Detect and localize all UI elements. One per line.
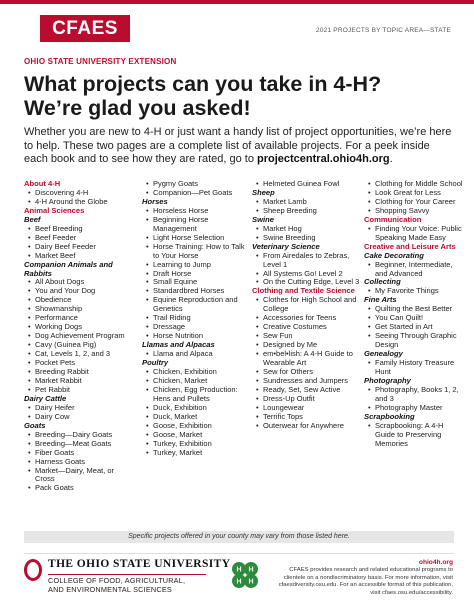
project-name: Companion—Pet Goats	[153, 187, 233, 197]
project-name: Goose, Exhibition	[153, 420, 212, 430]
bullet-icon: •	[28, 402, 31, 412]
category-heading: Communication	[364, 214, 422, 224]
bullet-icon: •	[146, 411, 149, 421]
project-name: Showmanship	[35, 304, 83, 314]
project-name: Dairy Heifer	[35, 402, 75, 412]
project-name: Turkey, Exhibition	[153, 438, 212, 448]
project-name: Horse Training: How to Talk to Your Horse	[153, 241, 245, 260]
college-line-2: AND ENVIRONMENTAL SCIENCES	[48, 584, 172, 594]
project-name: On the Cutting Edge, Level 3	[263, 277, 360, 287]
project-name: Chicken, Egg Production: Hens and Pullets	[153, 384, 238, 403]
project-name: Dairy Cow	[35, 411, 70, 421]
project-column-3	[252, 180, 360, 431]
subcategory-heading: Beef	[24, 214, 41, 224]
bullet-icon: •	[146, 402, 149, 412]
project-name: Sheep Breeding	[263, 205, 317, 215]
project-list-item	[364, 422, 464, 449]
bullet-icon: •	[146, 447, 149, 457]
project-name: Ready, Set, Sew Active	[263, 384, 341, 394]
project-name: Sew for Others	[263, 367, 314, 377]
bullet-icon: •	[368, 286, 371, 296]
project-name: Beginning Horse Management	[153, 214, 209, 233]
bullet-icon: •	[368, 384, 371, 394]
bullet-icon: •	[256, 250, 259, 260]
bullet-icon: •	[146, 429, 149, 439]
subcategory-heading: Swine	[252, 214, 274, 224]
bullet-icon: •	[28, 358, 31, 368]
university-name: THE OHIO STATE UNIVERSITY	[48, 558, 231, 570]
university-underline	[48, 574, 206, 575]
document-category-label: 2021 PROJECTS BY TOPIC AREA—STATE	[316, 27, 451, 34]
bullet-icon: •	[146, 286, 149, 296]
project-name: Sew Fun	[263, 331, 293, 341]
project-name: My Favorite Things	[375, 286, 439, 296]
project-name: Quilting the Best Better	[375, 304, 453, 314]
project-name: Goose, Market	[153, 429, 203, 439]
top-accent-bar	[0, 0, 474, 4]
bullet-icon: •	[256, 393, 259, 403]
bullet-icon: •	[28, 367, 31, 377]
subcategory-heading: Scrapbooking	[364, 411, 415, 421]
project-list-item	[252, 296, 360, 314]
bullet-icon: •	[368, 420, 371, 430]
bullet-icon: •	[368, 196, 371, 206]
svg-text:H: H	[236, 566, 242, 574]
project-name: Accessories for Teens	[263, 313, 337, 323]
block-o-icon	[24, 559, 42, 581]
bullet-icon: •	[146, 322, 149, 332]
project-name: Draft Horse	[153, 268, 192, 278]
project-name: 4-H Around the Globe	[35, 196, 108, 206]
bullet-icon: •	[146, 277, 149, 287]
bullet-icon: •	[146, 420, 149, 430]
bullet-icon: •	[28, 250, 31, 260]
bullet-icon: •	[146, 187, 149, 197]
project-name: Working Dogs	[35, 322, 82, 332]
project-name: Clothing for Your Career	[375, 196, 456, 206]
project-column-2	[142, 180, 248, 458]
bullet-icon: •	[146, 295, 149, 305]
bullet-icon: •	[28, 295, 31, 305]
bullet-icon: •	[146, 179, 149, 188]
bullet-icon: •	[368, 179, 371, 188]
project-list-item	[364, 386, 464, 404]
bullet-icon: •	[256, 367, 259, 377]
project-name: Shopping Savvy	[375, 205, 430, 215]
cfaes-logo: CFAES	[40, 15, 130, 42]
intro-end: .	[389, 153, 393, 165]
project-list-item	[252, 252, 360, 270]
bullet-icon: •	[256, 349, 259, 359]
project-name: Market Rabbit	[35, 375, 82, 385]
bullet-icon: •	[28, 277, 31, 287]
title-line-1: What projects can you take in 4-H?	[24, 72, 382, 96]
bullet-icon: •	[146, 268, 149, 278]
bullet-icon: •	[146, 349, 149, 359]
extension-label: OHIO STATE UNIVERSITY EXTENSION	[24, 57, 177, 66]
project-name: Loungewear	[263, 402, 305, 412]
subcategory-heading: Poultry	[142, 358, 169, 368]
bullet-icon: •	[256, 411, 259, 421]
bullet-icon: •	[28, 187, 31, 197]
category-heading: Clothing and Textile Science	[252, 286, 355, 296]
bullet-icon: •	[146, 241, 149, 251]
project-name: Pet Rabbit	[35, 384, 71, 394]
projectcentral-link[interactable]: projectcentral.ohio4h.org	[257, 153, 390, 165]
subcategory-heading: Llamas and Alpacas	[142, 340, 215, 350]
project-name: Dog Achievement Program	[35, 331, 125, 341]
subcategory-heading: Goats	[24, 420, 46, 430]
project-name: Light Horse Selection	[153, 232, 225, 242]
bullet-icon: •	[256, 313, 259, 323]
bullet-icon: •	[368, 304, 371, 314]
bullet-icon: •	[28, 411, 31, 421]
ohio4h-url[interactable]: ohio4h.org	[418, 559, 453, 566]
project-column-1	[24, 180, 132, 493]
bullet-icon: •	[256, 277, 259, 287]
project-name: Breeding—Dairy Goats	[35, 429, 113, 439]
bullet-icon: •	[28, 313, 31, 323]
project-name: Beginner, Intermediate, and Advanced	[375, 259, 453, 278]
project-name: Obedience	[35, 295, 72, 305]
project-list-item	[142, 216, 248, 234]
disclaimer-bar: Specific projects offered in your county may vary from those listed here.	[24, 531, 454, 543]
project-name: Seeing Through Graphic Design	[375, 331, 457, 350]
category-heading: Creative and Leisure Arts	[364, 241, 456, 251]
subcategory-heading: Horses	[142, 196, 168, 206]
bullet-icon: •	[256, 375, 259, 385]
project-name: Market Beef	[35, 250, 76, 260]
project-name: Horse Nutrition	[153, 331, 204, 341]
project-list-item	[252, 350, 360, 368]
bullet-icon: •	[256, 196, 259, 206]
bullet-icon: •	[28, 196, 31, 206]
project-name: Horseless Horse	[153, 205, 209, 215]
category-heading: Animal Sciences	[24, 205, 85, 215]
project-name: Dress-Up Outfit	[263, 393, 315, 403]
project-list-item	[142, 296, 248, 314]
bullet-icon: •	[368, 402, 371, 412]
bullet-icon: •	[28, 304, 31, 314]
project-name: Finding Your Voice: Public Speaking Made Easy	[375, 223, 462, 242]
svg-text:H: H	[248, 566, 254, 574]
project-name: Chicken, Market	[153, 375, 208, 385]
bullet-icon: •	[146, 438, 149, 448]
project-name: Small Equine	[153, 277, 198, 287]
project-name: Photography, Books 1, 2, and 3	[375, 384, 459, 403]
subcategory-heading: Companion Animals and Rabbits	[24, 259, 113, 278]
svg-text:H: H	[236, 578, 242, 586]
bullet-icon: •	[28, 223, 31, 233]
bullet-icon: •	[146, 331, 149, 341]
bullet-icon: •	[368, 223, 371, 233]
project-name: Market—Dairy, Meat, or Cross	[35, 465, 115, 484]
project-name: Breeding Rabbit	[35, 367, 89, 377]
bullet-icon: •	[368, 322, 371, 332]
project-name: Dressage	[153, 322, 186, 332]
project-name: Outerwear for Anywhere	[263, 420, 344, 430]
subcategory-heading: Fine Arts	[364, 295, 397, 305]
bullet-icon: •	[28, 241, 31, 251]
subcategory-heading: Photography	[364, 375, 411, 385]
project-list-item	[364, 332, 464, 350]
project-name: Designed by Me	[263, 340, 318, 350]
project-name: Discovering 4-H	[35, 187, 89, 197]
project-name: Pygmy Goats	[153, 179, 199, 188]
project-name: Photography Master	[375, 402, 443, 412]
bullet-icon: •	[28, 384, 31, 394]
project-name: You and Your Dog	[35, 286, 96, 296]
bullet-icon: •	[28, 286, 31, 296]
project-list-item	[252, 422, 360, 431]
bullet-icon: •	[146, 375, 149, 385]
project-list-item	[24, 467, 132, 485]
bullet-icon: •	[28, 349, 31, 359]
college-name	[48, 577, 185, 595]
bullet-icon: •	[368, 313, 371, 323]
bullet-icon: •	[28, 483, 31, 493]
bullet-icon: •	[146, 232, 149, 242]
project-name: Harness Goats	[35, 456, 86, 466]
bullet-icon: •	[256, 223, 259, 233]
project-name: Duck, Market	[153, 411, 198, 421]
bullet-icon: •	[28, 438, 31, 448]
bullet-icon: •	[368, 259, 371, 269]
project-column-4	[364, 180, 464, 449]
project-list-item	[142, 386, 248, 404]
bullet-icon: •	[256, 402, 259, 412]
bullet-icon: •	[146, 259, 149, 269]
college-line-1: COLLEGE OF FOOD, AGRICULTURAL,	[48, 576, 186, 585]
project-name: All Systems Go! Level 2	[263, 268, 343, 278]
bullet-icon: •	[256, 331, 259, 341]
subcategory-heading: Veterinary Science	[252, 241, 320, 251]
project-name: Beef Feeder	[35, 232, 77, 242]
project-name: Fiber Goats	[35, 447, 75, 457]
project-name: Breeding—Meat Goats	[35, 438, 112, 448]
footer-divider	[24, 553, 454, 554]
project-name: Learning to Jump	[153, 259, 211, 269]
bullet-icon: •	[28, 465, 31, 475]
intro-paragraph	[24, 126, 454, 167]
project-name: From Airedales to Zebras, Level 1	[263, 250, 350, 269]
project-name: Chicken, Exhibition	[153, 367, 217, 377]
subcategory-heading: Cake Decorating	[364, 250, 424, 260]
bullet-icon: •	[146, 384, 149, 394]
project-list-item	[24, 484, 132, 493]
project-name: Beef Breeding	[35, 223, 83, 233]
project-list-item	[364, 261, 464, 279]
bullet-icon: •	[256, 232, 259, 242]
bullet-icon: •	[146, 205, 149, 215]
bullet-icon: •	[368, 187, 371, 197]
project-name: Dairy Beef Feeder	[35, 241, 96, 251]
bullet-icon: •	[368, 358, 371, 368]
bullet-icon: •	[368, 205, 371, 215]
bullet-icon: •	[256, 384, 259, 394]
project-list-item	[142, 449, 248, 458]
project-list-item	[364, 359, 464, 377]
bullet-icon: •	[28, 232, 31, 242]
project-name: Sundresses and Jumpers	[263, 375, 349, 385]
project-name: Market Hog	[263, 223, 302, 233]
project-name: Market Lamb	[263, 196, 307, 206]
project-name: Pocket Pets	[35, 358, 76, 368]
project-name: Family History Treasure Hunt	[375, 358, 455, 377]
project-name: Performance	[35, 313, 78, 323]
bullet-icon: •	[256, 295, 259, 305]
project-name: Get Started in Art	[375, 322, 433, 332]
subcategory-heading: Sheep	[252, 187, 275, 197]
project-name: Standardbred Horses	[153, 286, 225, 296]
project-name: Creative Costumes	[263, 322, 327, 332]
project-name: Scrapbooking: A 4-H Guide to Preserving Memories	[375, 420, 444, 448]
bullet-icon: •	[28, 447, 31, 457]
bullet-icon: •	[368, 331, 371, 341]
project-name: Trail Riding	[153, 313, 191, 323]
bullet-icon: •	[256, 340, 259, 350]
project-name: Clothing for Middle School	[375, 179, 463, 188]
bullet-icon: •	[256, 179, 259, 188]
bullet-icon: •	[28, 340, 31, 350]
title-line-2: We’re glad you asked!	[24, 96, 251, 120]
project-name: Llama and Alpaca	[153, 349, 213, 359]
bullet-icon: •	[256, 322, 259, 332]
nondiscrimination-notice: CFAES provides research and related educational programs to clientele on a nondiscriminatory basis. For more information, visit cfaesdiversity.osu.edu. For an accessible format of this publication, visit cfaes.osu.edu/accessibility.	[278, 567, 453, 596]
bullet-icon: •	[28, 322, 31, 332]
project-name: Cat, Levels 1, 2, and 3	[35, 349, 111, 359]
project-name: All About Dogs	[35, 277, 85, 287]
bullet-icon: •	[146, 214, 149, 224]
subcategory-heading: Collecting	[364, 277, 401, 287]
project-name: Pack Goats	[35, 483, 74, 493]
intro-text: Whether you are new to 4-H or just want a handy list of project opportunities, we’re here to help. These two pages are a complete list of available projects. For a peek inside each book and to see how they are rated, go to	[24, 126, 452, 165]
bullet-icon: •	[256, 420, 259, 430]
bullet-icon: •	[28, 331, 31, 341]
project-name: Swine Breeding	[263, 232, 316, 242]
svg-text:H: H	[248, 578, 254, 586]
bullet-icon: •	[28, 429, 31, 439]
project-name: em•bel•lish: A 4-H Guide to Wearable Art	[263, 349, 353, 368]
bullet-icon: •	[256, 205, 259, 215]
bullet-icon: •	[146, 367, 149, 377]
bullet-icon: •	[146, 313, 149, 323]
bullet-icon: •	[256, 268, 259, 278]
project-name: Equine Reproduction and Genetics	[153, 295, 238, 314]
category-heading: About 4-H	[24, 179, 61, 188]
project-name: Cavy (Guinea Pig)	[35, 340, 97, 350]
project-name: You Can Quilt!	[375, 313, 424, 323]
project-name: Look Great for Less	[375, 187, 441, 197]
bullet-icon: •	[28, 375, 31, 385]
4h-clover-icon	[228, 558, 262, 592]
page-title	[24, 72, 454, 120]
project-name: Turkey, Market	[153, 447, 203, 457]
project-name: Clothes for High School and College	[263, 295, 357, 314]
subcategory-heading: Genealogy	[364, 349, 403, 359]
bullet-icon: •	[28, 456, 31, 466]
subcategory-heading: Dairy Cattle	[24, 393, 67, 403]
project-name: Duck, Exhibition	[153, 402, 207, 412]
project-list-item	[142, 243, 248, 261]
project-name: Terrific Tops	[263, 411, 303, 421]
project-name: Helmeted Guinea Fowl	[263, 179, 340, 188]
project-list	[24, 179, 463, 527]
project-list-item	[364, 225, 464, 243]
